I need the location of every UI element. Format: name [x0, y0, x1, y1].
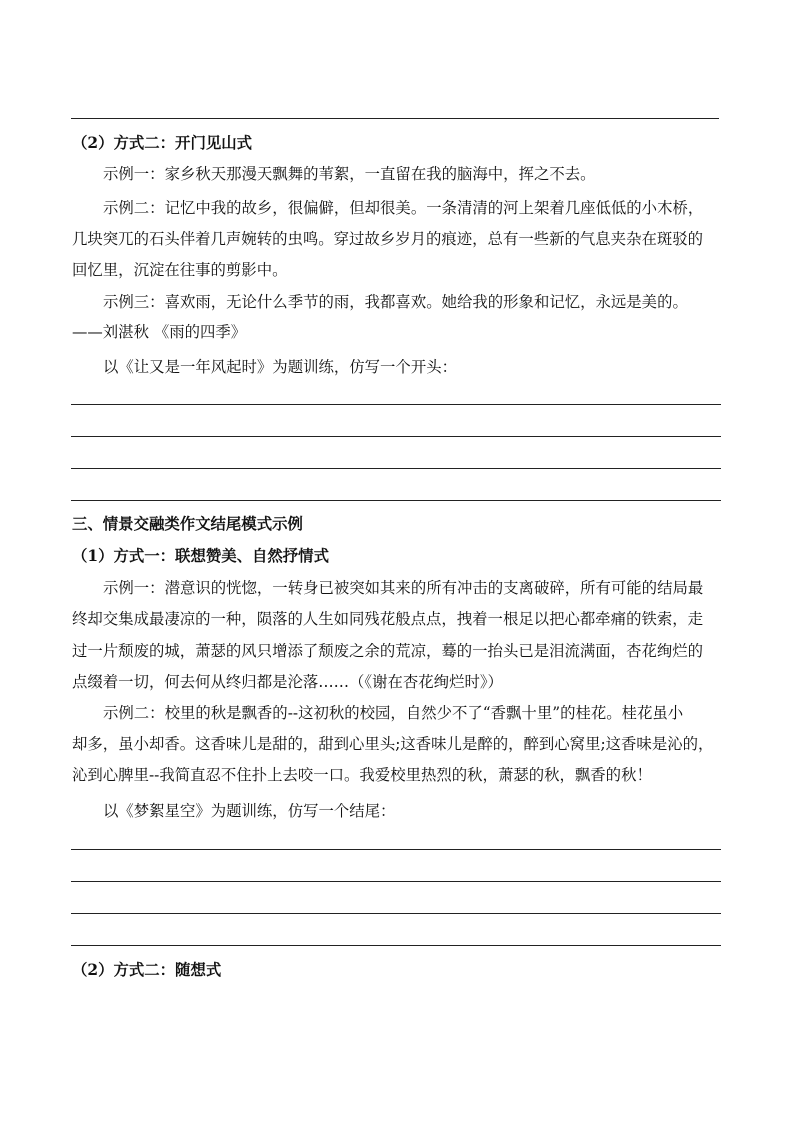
section-heading-ending-2: （2）方式二：随想式 — [72, 961, 222, 979]
example-line: 过一片颓废的城，萧瑟的风只增添了颓废之余的荒凉，蓦的一抬头已是泪流满面，杏花绚烂的 — [72, 642, 704, 660]
section-title: 三、情景交融类作文结尾模式示例 — [72, 515, 303, 533]
answer-line — [71, 913, 721, 914]
writing-task-prompt: 以《让又是一年风起时》为题训练，仿写一个开头： — [103, 358, 457, 376]
example-line: 示例一：潜意识的恍惚，一转身已被突如其来的所有冲击的支离破碎，所有可能的结局最 — [103, 579, 704, 597]
example-source: ——刘湛秋 《雨的四季》 — [72, 323, 247, 341]
writing-task-prompt: 以《梦絮星空》为题训练，仿写一个结尾： — [103, 802, 396, 820]
example-line: 却多，虽小却香。这香味儿是甜的，甜到心里头;这香味儿是醉的，醉到心窝里;这香味是沁的， — [72, 735, 714, 753]
example-line: 示例三：喜欢雨，无论什么季节的雨，我都喜欢。她给我的形象和记忆，永远是美的。 — [103, 293, 688, 311]
example-line: 点缀着一切，何去何从终归都是沦落……（《谢在杏花绚烂时》） — [72, 673, 503, 691]
answer-line — [71, 500, 721, 501]
example-line: 示例二：校里的秋是飘香的--这初秋的校园，自然少不了“香飘十里”的桂花。桂花虽小 — [103, 704, 684, 722]
answer-line — [71, 881, 721, 882]
answer-line — [71, 849, 721, 850]
example-line: 几块突兀的石头伴着几声婉转的虫鸣。穿过故乡岁月的痕迹，总有一些新的气息夹杂在斑驳的 — [72, 230, 704, 248]
example-line: 沁到心脾里--我简直忍不住扑上去咬一口。我爱校里热烈的秋，萧瑟的秋，飘香的秋！ — [72, 766, 652, 784]
answer-line — [71, 118, 719, 119]
example-line: 示例二：记忆中我的故乡，很偏僻，但却很美。一条清清的河上架着几座低低的小木桥， — [103, 199, 704, 217]
section-heading-ending-1: （1）方式一：联想赞美、自然抒情式 — [72, 547, 329, 565]
answer-line — [71, 945, 721, 946]
answer-line — [71, 404, 721, 405]
section-heading-opening: （2）方式二：开门见山式 — [72, 134, 253, 152]
example-line: 示例一：家乡秋天那漫天飘舞的苇絮，一直留在我的脑海中，挥之不去。 — [103, 165, 596, 183]
example-line: 回忆里，沉淀在往事的剪影中。 — [72, 261, 288, 279]
answer-line — [71, 468, 721, 469]
answer-line — [71, 436, 721, 437]
example-line: 终却交集成最凄凉的一种，陨落的人生如同残花般点点，拽着一根足以把心都牵痛的铁索，走 — [72, 610, 704, 628]
